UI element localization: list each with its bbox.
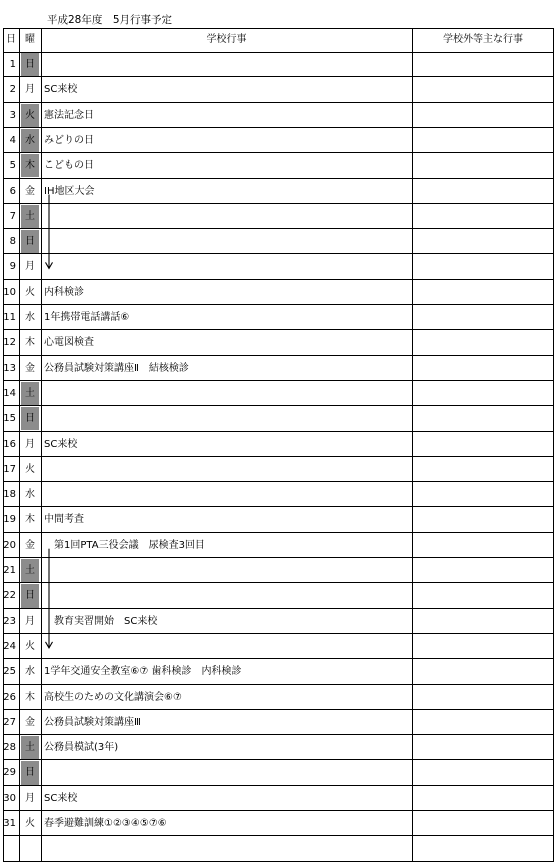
outside-event-cell — [412, 52, 554, 77]
day-number: 14 — [3, 387, 16, 399]
school-event-cell — [41, 836, 412, 861]
outside-event-cell — [412, 634, 554, 659]
weekday-cell: 土 — [21, 736, 39, 759]
day-number: 11 — [3, 312, 16, 323]
school-event-cell — [41, 52, 412, 77]
school-event-cell: 公務員試験対策講座Ⅲ — [44, 716, 141, 728]
row-divider — [3, 608, 554, 609]
weekday-cell: 火 — [25, 286, 35, 298]
day-number: 2 — [9, 84, 16, 96]
school-event-cell: SC来校 — [44, 438, 78, 450]
school-event-cell — [41, 634, 412, 659]
outside-event-cell — [412, 507, 554, 532]
row-divider — [3, 557, 554, 558]
row-divider — [3, 329, 554, 330]
row-divider — [3, 658, 554, 659]
school-event-cell: 心電図検査 — [44, 337, 94, 349]
day-number: 24 — [3, 640, 16, 652]
weekday-cell: 水 — [25, 666, 35, 678]
day-number: 10 — [3, 286, 16, 298]
school-event-cell — [41, 760, 412, 785]
header-day: 日 — [6, 34, 16, 45]
day-number — [3, 836, 19, 861]
row-divider — [3, 684, 554, 685]
row-divider — [3, 304, 554, 305]
day-number: 1 — [9, 59, 16, 70]
school-event-cell: 内科検診 — [44, 286, 84, 298]
school-event-cell — [41, 583, 412, 608]
day-number: 28 — [3, 742, 16, 754]
school-event-cell: 春季避難訓練①②③④⑤⑦⑥ — [44, 818, 167, 829]
row-divider — [3, 532, 554, 533]
outside-event-cell — [412, 609, 554, 634]
outside-event-cell — [412, 533, 554, 558]
row-divider — [3, 861, 554, 862]
weekday-cell: 金 — [25, 185, 35, 197]
day-number: 6 — [9, 185, 16, 197]
row-divider — [3, 380, 554, 381]
weekday-cell: 日 — [21, 407, 39, 430]
day-number: 23 — [3, 615, 16, 627]
day-number: 15 — [3, 413, 16, 425]
weekday-cell: 月 — [25, 615, 35, 627]
day-number: 27 — [3, 716, 16, 728]
outside-event-cell — [412, 432, 554, 457]
outside-event-cell — [412, 406, 554, 431]
outside-event-cell — [412, 280, 554, 305]
day-number: 25 — [3, 666, 16, 678]
weekday-cell: 金 — [25, 362, 35, 374]
outside-event-cell — [412, 836, 554, 861]
school-event-cell: こどもの日 — [44, 160, 94, 172]
weekday-cell: 木 — [21, 154, 39, 177]
outside-event-cell — [412, 558, 554, 583]
weekday-cell: 月 — [25, 438, 35, 450]
outside-event-cell — [412, 229, 554, 254]
day-number: 5 — [9, 160, 16, 172]
weekday-cell: 木 — [25, 514, 35, 526]
outside-event-cell — [412, 356, 554, 381]
day-number: 21 — [3, 565, 16, 576]
column-divider — [412, 28, 413, 862]
outside-event-cell — [412, 659, 554, 684]
school-event-cell — [41, 229, 412, 254]
weekday-cell: 土 — [21, 559, 39, 582]
page-title: 平成28年度 5月行事予定 — [47, 14, 173, 26]
row-divider — [3, 734, 554, 735]
row-divider — [3, 127, 554, 128]
header-school-events: 学校行事 — [206, 34, 247, 45]
weekday-cell: 日 — [21, 53, 39, 76]
weekday-cell — [21, 837, 39, 860]
day-number: 29 — [3, 767, 16, 779]
day-number: 7 — [9, 210, 16, 222]
outside-event-cell — [412, 330, 554, 355]
row-divider — [3, 709, 554, 710]
row-divider — [3, 228, 554, 229]
header-divider — [3, 52, 554, 53]
weekday-cell: 火 — [25, 818, 35, 829]
outside-event-cell — [412, 179, 554, 204]
row-divider — [3, 431, 554, 432]
school-event-cell — [41, 406, 412, 431]
outside-event-cell — [412, 583, 554, 608]
school-event-cell — [41, 204, 412, 229]
weekday-cell: 木 — [25, 337, 35, 349]
weekday-cell: 火 — [25, 463, 35, 475]
school-event-cell — [41, 381, 412, 406]
row-divider — [3, 102, 554, 103]
column-divider — [19, 28, 20, 862]
school-event-cell: 第1回PTA三役会議 尿検査3回目 — [44, 539, 205, 551]
outside-event-cell — [412, 786, 554, 811]
school-event-cell: 中間考査 — [44, 514, 84, 526]
day-number: 17 — [3, 463, 16, 475]
outside-event-cell — [412, 710, 554, 735]
row-divider — [3, 203, 554, 204]
school-event-cell: 憲法記念日 — [44, 109, 94, 121]
table-side-border — [553, 28, 554, 862]
table-top-border — [3, 28, 554, 29]
school-event-cell — [41, 254, 412, 279]
day-number: 22 — [3, 590, 16, 602]
outside-event-cell — [412, 457, 554, 482]
day-number: 4 — [9, 134, 16, 146]
day-number: 26 — [3, 691, 16, 703]
header-weekday: 曜 — [25, 34, 35, 45]
school-event-cell: 公務員試験対策講座Ⅱ 結核検診 — [44, 362, 189, 374]
row-divider — [3, 810, 554, 811]
row-divider — [3, 76, 554, 77]
weekday-cell: 土 — [21, 205, 39, 228]
column-divider — [41, 28, 42, 862]
day-number: 9 — [9, 261, 16, 273]
day-number: 19 — [3, 514, 16, 526]
row-divider — [3, 355, 554, 356]
row-divider — [3, 456, 554, 457]
school-event-cell: 公務員模試(3年) — [44, 742, 119, 754]
weekday-cell: 月 — [25, 261, 35, 273]
outside-event-cell — [412, 103, 554, 128]
row-divider — [3, 785, 554, 786]
school-event-cell: SC来校 — [44, 792, 78, 804]
row-divider — [3, 633, 554, 634]
outside-event-cell — [412, 305, 554, 330]
weekday-cell: 月 — [25, 792, 35, 804]
outside-event-cell — [412, 760, 554, 785]
row-divider — [3, 253, 554, 254]
weekday-cell: 水 — [21, 129, 39, 152]
school-event-cell — [41, 558, 412, 583]
row-divider — [3, 835, 554, 836]
outside-event-cell — [412, 128, 554, 153]
outside-event-cell — [412, 685, 554, 710]
school-event-cell: 高校生のための文化講演会⑥⑦ — [44, 691, 182, 703]
weekday-cell: 金 — [25, 539, 35, 551]
weekday-cell: 木 — [25, 691, 35, 703]
weekday-cell: 日 — [21, 230, 39, 253]
school-event-cell — [41, 482, 412, 507]
weekday-cell: 水 — [25, 312, 35, 323]
row-divider — [3, 178, 554, 179]
weekday-cell: 水 — [25, 489, 35, 501]
school-event-cell: SC来校 — [44, 84, 78, 96]
outside-event-cell — [412, 204, 554, 229]
weekday-cell: 月 — [25, 84, 35, 96]
row-divider — [3, 152, 554, 153]
day-number: 18 — [3, 489, 16, 501]
day-number: 31 — [3, 818, 16, 829]
weekday-cell: 日 — [21, 761, 39, 784]
day-number: 16 — [3, 438, 16, 450]
outside-event-cell — [412, 153, 554, 178]
weekday-cell: 金 — [25, 716, 35, 728]
weekday-cell: 土 — [21, 382, 39, 405]
school-event-cell: みどりの日 — [44, 134, 94, 146]
outside-event-cell — [412, 482, 554, 507]
table-side-border — [3, 28, 4, 862]
outside-event-cell — [412, 381, 554, 406]
school-event-cell: 教育実習開始 SC来校 — [44, 615, 158, 627]
day-number: 30 — [3, 792, 16, 804]
day-number: 13 — [3, 362, 16, 374]
day-number: 12 — [3, 337, 16, 349]
school-event-cell: 1学年交通安全教室⑥⑦ 歯科検診 内科検診 — [44, 666, 242, 678]
row-divider — [3, 759, 554, 760]
row-divider — [3, 405, 554, 406]
row-divider — [3, 506, 554, 507]
day-number: 8 — [9, 236, 16, 248]
schedule-table — [3, 28, 554, 864]
school-event-cell: IH地区大会 — [44, 185, 95, 197]
school-event-cell: 1年携帯電話講話⑥ — [44, 312, 130, 323]
school-event-cell — [41, 457, 412, 482]
header-outside-events: 学校外等主な行事 — [443, 34, 523, 45]
outside-event-cell — [412, 811, 554, 836]
day-number: 20 — [3, 539, 16, 551]
outside-event-cell — [412, 254, 554, 279]
weekday-cell: 火 — [25, 640, 35, 652]
weekday-cell: 火 — [21, 104, 39, 127]
weekday-cell: 日 — [21, 584, 39, 607]
day-number: 3 — [9, 109, 16, 121]
outside-event-cell — [412, 735, 554, 760]
outside-event-cell — [412, 77, 554, 102]
row-divider — [3, 279, 554, 280]
row-divider — [3, 582, 554, 583]
row-divider — [3, 481, 554, 482]
